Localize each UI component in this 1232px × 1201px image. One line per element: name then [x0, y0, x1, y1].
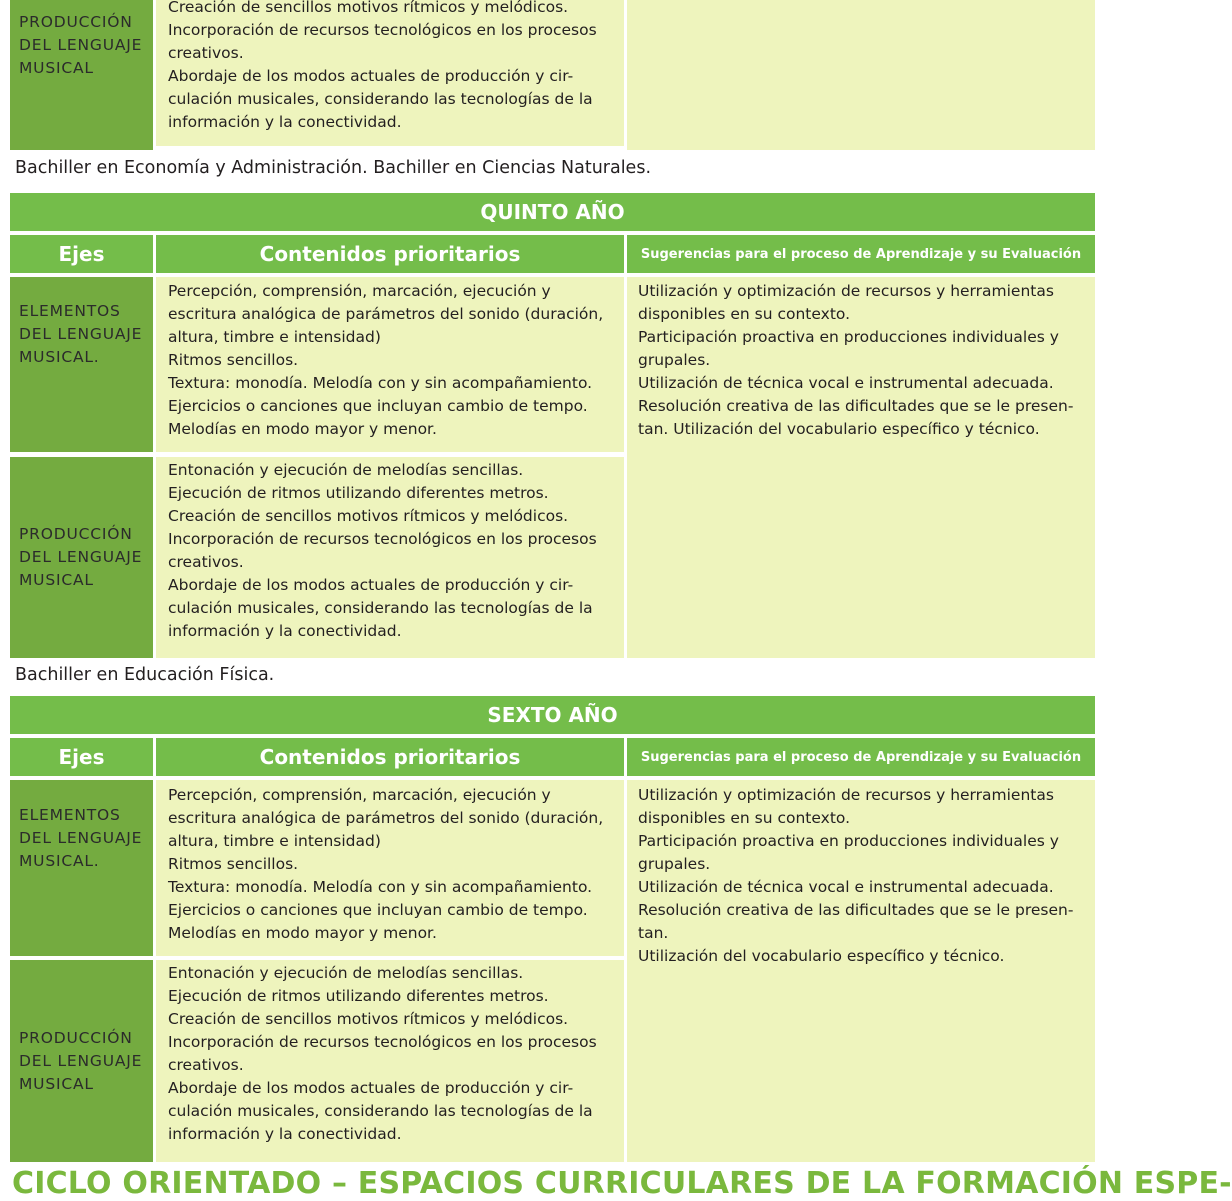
ejes-line: DEL LENGUAJE — [19, 36, 143, 54]
contents-cell-elementos — [156, 780, 624, 956]
section-title-text: SEXTO AÑO — [487, 703, 618, 727]
sugerencia-line: Resolución creativa de las dificultades que se le presen- — [638, 901, 1074, 919]
ejes-line: DEL LENGUAJE — [19, 1051, 143, 1070]
ejes-line: MUSICAL — [19, 571, 94, 589]
content-line: Creación de sencillos motivos rítmicos y melódicos. — [168, 507, 569, 525]
content-line: culación musicales, considerando las tecnologías de la — [168, 1102, 593, 1120]
section-title-sexto — [10, 696, 1095, 734]
ejes-line: DEL LENGUAJE — [19, 325, 143, 343]
content-line: Ejercicios o canciones que incluyan cambio de tempo. — [168, 901, 588, 919]
header-sugerencias-text: Sugerencias para el proceso de Aprendizaje y su Evaluación — [640, 749, 1082, 765]
content-line: creativos. — [168, 44, 244, 62]
top-sugerencias-cell — [627, 0, 1095, 150]
ejes-line: MUSICAL — [19, 1074, 94, 1093]
sugerencia-line: Utilización de técnica vocal e instrumental adecuada. — [638, 374, 1054, 392]
top-contents-cell — [156, 0, 624, 146]
sugerencia-line: Participación proactiva en producciones individuales y — [638, 328, 1059, 346]
content-line: Abordaje de los modos actuales de producción y cir- — [168, 67, 574, 85]
content-line: información y la conectividad. — [168, 1125, 402, 1143]
sugerencia-line: tan. Utilización del vocabulario específico y técnico. — [638, 420, 1040, 438]
content-line: información y la conectividad. — [168, 622, 402, 640]
content-line: Incorporación de recursos tecnológicos en los procesos — [168, 530, 597, 548]
content-line: creativos. — [168, 553, 244, 571]
header-contenidos-text: Contenidos prioritarios — [259, 745, 521, 769]
content-line: Abordaje de los modos actuales de producción y cir- — [168, 1079, 574, 1097]
sugerencia-line: Utilización del vocabulario específico y técnico. — [638, 947, 1005, 965]
content-line: Ejecución de ritmos utilizando diferentes metros. — [168, 987, 549, 1005]
content-line: culación musicales, considerando las tecnologías de la — [168, 599, 593, 617]
content-line: Percepción, comprensión, marcación, ejecución y — [168, 282, 551, 300]
header-sugerencias-text: Sugerencias para el proceso de Aprendizaje y su Evaluación — [640, 246, 1082, 262]
content-line: Ejercicios o canciones que incluyan cambio de tempo. — [168, 397, 588, 415]
contents-cell-produccion — [156, 960, 624, 1162]
ejes-line: MUSICAL. — [19, 348, 100, 366]
sugerencia-line: grupales. — [638, 351, 711, 369]
content-line: Entonación y ejecución de melodías sencillas. — [168, 964, 524, 982]
content-line: Ejecución de ritmos utilizando diferentes metros. — [168, 484, 549, 502]
content-line: Textura: monodía. Melodía con y sin acompañamiento. — [168, 878, 593, 896]
header-contenidos — [156, 738, 624, 776]
header-ejes-text: Ejes — [58, 745, 105, 769]
header-sugerencias — [627, 738, 1095, 776]
header-ejes — [10, 235, 153, 273]
ejes-line: DEL LENGUAJE — [19, 548, 143, 566]
top-ejes-cell — [10, 0, 153, 150]
footer-heading: CICLO ORIENTADO – ESPACIOS CURRICULARES DE LA FORMACIÓN ESPE- — [12, 1166, 1232, 1201]
sugerencias-cell-sexto — [627, 780, 1095, 1162]
section-label-sexto: Bachiller en Educación Física. — [15, 665, 275, 685]
ejes-line: DEL LENGUAJE — [19, 829, 143, 847]
content-line: Textura: monodía. Melodía con y sin acompañamiento. — [168, 374, 593, 392]
content-line: Abordaje de los modos actuales de producción y cir- — [168, 576, 574, 594]
sugerencia-line: disponibles en su contexto. — [638, 305, 851, 323]
sugerencias-cell-quinto — [627, 277, 1095, 658]
sugerencia-line: Utilización de técnica vocal e instrumental adecuada. — [638, 878, 1054, 896]
content-line: Ritmos sencillos. — [168, 351, 299, 369]
header-ejes-text: Ejes — [58, 242, 105, 266]
content-line: Ritmos sencillos. — [168, 855, 299, 873]
sugerencia-line: Resolución creativa de las dificultades que se le presen- — [638, 397, 1074, 415]
content-line: escritura analógica de parámetros del sonido (duración, — [168, 305, 604, 323]
ejes-cell-elementos — [10, 780, 153, 956]
content-line: Creación de sencillos motivos rítmicos y melódicos. — [168, 1010, 569, 1028]
content-line: información y la conectividad. — [168, 113, 402, 131]
sugerencia-line: grupales. — [638, 855, 711, 873]
content-line: Creación de sencillos motivos rítmicos y melódicos. — [168, 0, 569, 16]
content-line: Entonación y ejecución de melodías sencillas. — [168, 461, 524, 479]
section-label-quinto: Bachiller en Economía y Administración. Bachiller en Ciencias Naturales. — [15, 158, 652, 178]
sugerencia-line: tan. — [638, 924, 669, 942]
section-title-quinto — [10, 193, 1095, 231]
content-line: Incorporación de recursos tecnológicos en los procesos — [168, 1033, 597, 1051]
content-line: Melodías en modo mayor y menor. — [168, 420, 437, 438]
header-contenidos — [156, 235, 624, 273]
sugerencia-line: Utilización y optimización de recursos y herramientas — [638, 786, 1054, 804]
sugerencia-line: disponibles en su contexto. — [638, 809, 851, 827]
ejes-line: PRODUCCIÓN — [19, 1028, 133, 1047]
contents-cell-produccion — [156, 457, 624, 658]
header-sugerencias — [627, 235, 1095, 273]
ejes-cell-elementos — [10, 277, 153, 452]
sugerencia-line: Utilización y optimización de recursos y herramientas — [638, 282, 1054, 300]
ejes-line: MUSICAL. — [19, 852, 100, 870]
ejes-line: ELEMENTOS — [19, 302, 121, 320]
ejes-line: PRODUCCIÓN — [19, 525, 133, 543]
ejes-line: PRODUCCIÓN — [19, 13, 133, 31]
ejes-line: ELEMENTOS — [19, 806, 121, 824]
content-line: Melodías en modo mayor y menor. — [168, 924, 437, 942]
ejes-line: MUSICAL — [19, 59, 94, 77]
content-line: culación musicales, considerando las tecnologías de la — [168, 90, 593, 108]
contents-cell-elementos — [156, 277, 624, 452]
sugerencia-line: Participación proactiva en producciones individuales y — [638, 832, 1059, 850]
section-title-text: QUINTO AÑO — [480, 200, 625, 224]
content-line: altura, timbre e intensidad) — [168, 328, 381, 346]
content-line: altura, timbre e intensidad) — [168, 832, 381, 850]
ejes-cell-produccion — [10, 457, 153, 658]
header-contenidos-text: Contenidos prioritarios — [259, 242, 521, 266]
content-line: Incorporación de recursos tecnológicos en los procesos — [168, 21, 597, 39]
ejes-cell-produccion — [10, 960, 153, 1162]
header-ejes — [10, 738, 153, 776]
content-line: Percepción, comprensión, marcación, ejecución y — [168, 786, 551, 804]
content-line: creativos. — [168, 1056, 244, 1074]
content-line: escritura analógica de parámetros del sonido (duración, — [168, 809, 604, 827]
